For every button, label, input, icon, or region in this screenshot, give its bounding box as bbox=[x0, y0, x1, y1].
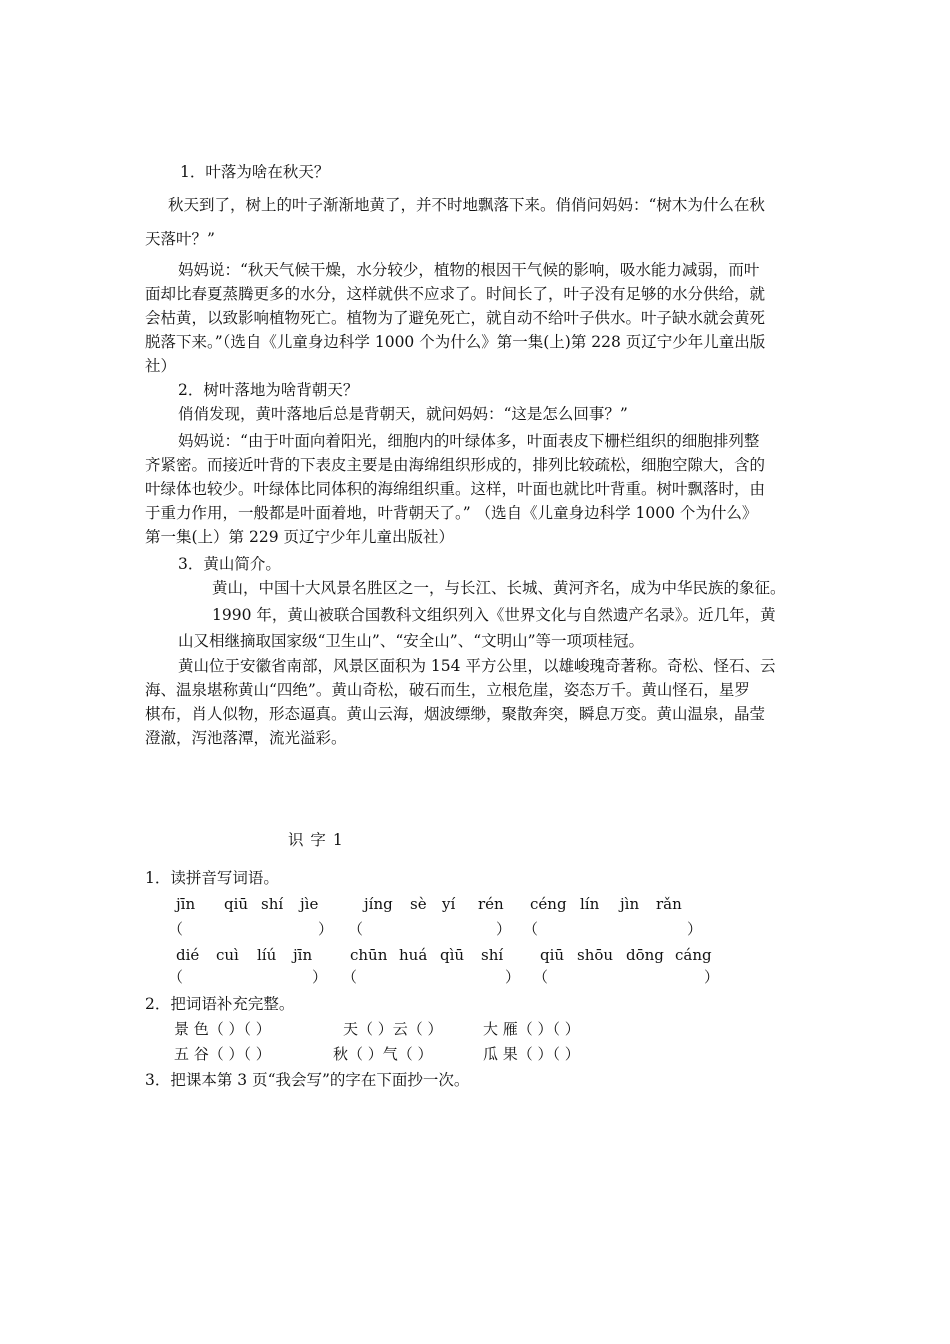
pinyin-syllable: lín bbox=[580, 895, 600, 913]
pinyin-syllable: dōng bbox=[626, 946, 664, 964]
q3-paragraph-3-line-1: 黄山位于安徽省南部，风景区面积为 154 平方公里，以雄峻瑰奇著称。奇松、怪石、云 bbox=[178, 657, 776, 675]
q2-title: 2．树叶落地为啥背朝天？ bbox=[178, 381, 359, 399]
fill-in-item: 秋（ ）气（ ） bbox=[333, 1045, 433, 1063]
answer-blanks-row-1 bbox=[0, 918, 950, 940]
pinyin-syllable: líú bbox=[257, 946, 277, 964]
q3-title: 3．黄山简介。 bbox=[178, 555, 281, 573]
q1-paragraph-1-line-2: 天落叶？” bbox=[145, 230, 215, 248]
fill-in-item: 景 色（ ）（ ） bbox=[174, 1020, 271, 1038]
close-paren: ） bbox=[704, 968, 720, 986]
pinyin-syllable: shí bbox=[261, 895, 284, 913]
exercise-3-title: 3．把课本第 3 页“我会写”的字在下面抄一次。 bbox=[145, 1071, 470, 1089]
q2-paragraph-2-line-4: 于重力作用，一般都是叶面着地，叶背朝天了。” （选自《儿童身边科学 1000 个为什么》 bbox=[145, 504, 758, 522]
q1-paragraph-2-line-2: 面却比春夏蒸腾更多的水分，这样就供不应求了。时间长了，叶子没有足够的水分供给，就 bbox=[145, 285, 766, 303]
q1-paragraph-2-line-5: 社） bbox=[145, 357, 177, 375]
fill-in-row-2 bbox=[0, 1043, 950, 1065]
q1-paragraph-2-line-4: 脱落下来。”（选自《儿童身边科学 1000 个为什么》第一集(上)第 228 页辽宁少年儿童出版 bbox=[145, 333, 766, 351]
q3-paragraph-1: 黄山，中国十大风景名胜区之一，与长江、长城、黄河齐名，成为中华民族的象征。 bbox=[212, 579, 786, 597]
fill-in-item: 大 雁（ ）（ ） bbox=[483, 1020, 580, 1038]
q3-paragraph-3-line-4: 澄澈，泻池落潭，流光溢彩。 bbox=[145, 729, 347, 747]
pinyin-syllable: jíng bbox=[364, 895, 393, 913]
close-paren: ） bbox=[312, 968, 328, 986]
pinyin-row-2 bbox=[0, 944, 950, 966]
pinyin-syllable: shí bbox=[481, 946, 504, 964]
pinyin-syllable: cáng bbox=[675, 946, 712, 964]
exercise-1-title: 1．读拼音写词语。 bbox=[145, 869, 279, 887]
pinyin-syllable: shōu bbox=[577, 946, 614, 964]
pinyin-syllable: jīn bbox=[293, 946, 313, 964]
open-paren: （ bbox=[168, 968, 184, 986]
q3-paragraph-3-line-3: 棋布，肖人似物，形态逼真。黄山云海，烟波缥缈，聚散奔突，瞬息万变。黄山温泉，晶莹 bbox=[145, 705, 766, 723]
pinyin-syllable: huá bbox=[399, 946, 428, 964]
close-paren: ） bbox=[505, 968, 521, 986]
close-paren: ） bbox=[496, 920, 512, 938]
exercise-2-title: 2．把词语补充完整。 bbox=[145, 995, 295, 1013]
fill-in-item: 五 谷（ ）（ ） bbox=[174, 1045, 271, 1063]
q3-paragraph-2-line-1: 1990 年，黄山被联合国教科文组织列入《世界文化与自然遗产名录》。近几年，黄 bbox=[212, 606, 776, 624]
q1-paragraph-1-line-1: 秋天到了，树上的叶子渐渐地黄了，并不时地飘落下来。俏俏问妈妈：“树木为什么在秋 bbox=[168, 196, 765, 214]
pinyin-syllable: jìn bbox=[620, 895, 640, 913]
open-paren: （ bbox=[168, 920, 184, 938]
pinyin-syllable: céng bbox=[530, 895, 567, 913]
q2-paragraph-2-line-3: 叶绿体也较少。叶绿体比同体积的海绵组织重。这样，叶面也就比叶背重。树叶飘落时，由 bbox=[145, 480, 766, 498]
exercise-heading: 识 字 1 bbox=[288, 831, 344, 849]
pinyin-syllable: jìe bbox=[300, 895, 319, 913]
q1-title: 1．叶落为啥在秋天？ bbox=[180, 163, 330, 181]
pinyin-syllable: rén bbox=[478, 895, 504, 913]
pinyin-syllable: sè bbox=[410, 895, 427, 913]
q3-paragraph-3-line-2: 海、温泉堪称黄山“四绝”。黄山奇松，破石而生，立根危崖，姿态万千。黄山怪石，星罗 bbox=[145, 681, 750, 699]
close-paren: ） bbox=[318, 920, 334, 938]
fill-in-item: 瓜 果（ ）（ ） bbox=[483, 1045, 580, 1063]
q2-paragraph-1: 俏俏发现，黄叶落地后总是背朝天，就问妈妈：“这是怎么回事？” bbox=[178, 405, 628, 423]
pinyin-syllable: dié bbox=[176, 946, 200, 964]
pinyin-syllable: chūn bbox=[350, 946, 388, 964]
pinyin-syllable: qiū bbox=[540, 946, 565, 964]
fill-in-item: 天（ ）云（ ） bbox=[343, 1020, 443, 1038]
open-paren: （ bbox=[533, 968, 549, 986]
q2-paragraph-2-line-1: 妈妈说：“由于叶面向着阳光，细胞内的叶绿体多，叶面表皮下栅栏组织的细胞排列整 bbox=[178, 432, 760, 450]
pinyin-syllable: qìū bbox=[440, 946, 465, 964]
open-paren: （ bbox=[348, 920, 364, 938]
open-paren: （ bbox=[342, 968, 358, 986]
fill-in-row-1 bbox=[0, 1018, 950, 1040]
q3-paragraph-2-line-2: 山又相继摘取国家级“卫生山”、“安全山”、“文明山”等一项项桂冠。 bbox=[178, 632, 645, 650]
pinyin-syllable: qiū bbox=[224, 895, 249, 913]
q2-paragraph-2-line-2: 齐紧密。而接近叶背的下表皮主要是由海绵组织形成的，排列比较疏松，细胞空隙大，含的 bbox=[145, 456, 766, 474]
q1-paragraph-2-line-3: 会枯黄，以致影响植物死亡。植物为了避免死亡，就自动不给叶子供水。叶子缺水就会黄死 bbox=[145, 309, 766, 327]
open-paren: （ bbox=[523, 920, 539, 938]
pinyin-row-1 bbox=[0, 893, 950, 915]
answer-blanks-row-2 bbox=[0, 966, 950, 988]
pinyin-syllable: rǎn bbox=[656, 895, 682, 913]
pinyin-syllable: jīn bbox=[176, 895, 196, 913]
pinyin-syllable: yí bbox=[442, 895, 456, 913]
q2-paragraph-2-line-5: 第一集(上）第 229 页辽宁少年儿童出版社） bbox=[145, 528, 454, 546]
pinyin-syllable: cuì bbox=[216, 946, 239, 964]
q1-paragraph-2-line-1: 妈妈说：“秋天气候干燥，水分较少，植物的根因干气候的影响，吸水能力减弱，而叶 bbox=[178, 261, 760, 279]
close-paren: ） bbox=[687, 920, 703, 938]
